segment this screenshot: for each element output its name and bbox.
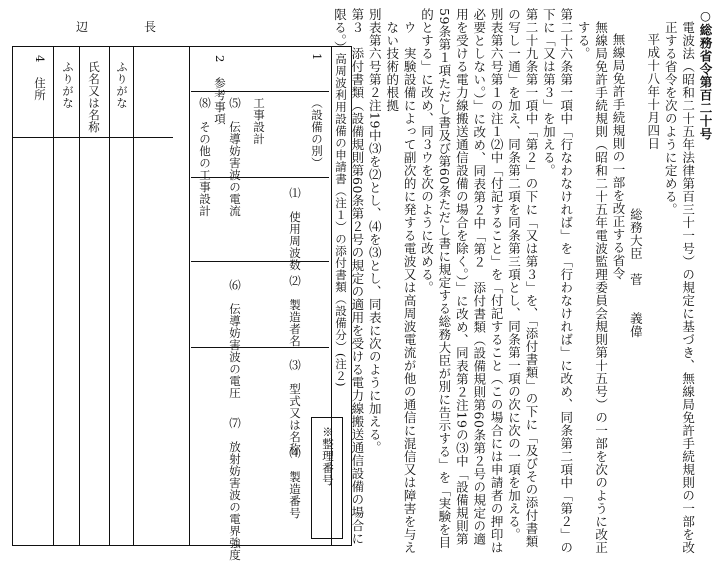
field-conducted-voltage: ⑹ 伝導妨害波の電圧 bbox=[228, 279, 242, 399]
field-other-design: ⑻ その他の工事設計 bbox=[198, 97, 212, 217]
preamble-paragraph: 電波法（昭和二十五年法律第百三十一号）の規定に基づき、無線局免許手続規則の一部を改正する省令を次のように定める。 bbox=[663, 20, 696, 554]
row4-number: 4 bbox=[33, 55, 47, 63]
equipment-type-label: （設備の別） bbox=[310, 97, 324, 169]
form-table bbox=[12, 46, 352, 561]
amendment-paragraph-3: 第二十九条第一項中「第２」の下に「又は第３」を、「添付書類」の下に「及びその添付書類の写し一通」を加え、同条第二項を同条第三項とし、同条第一項の次に次の一項を加える。 bbox=[506, 8, 539, 548]
field-conducted-current: ⑸ 伝導妨害波の電流 bbox=[228, 97, 242, 217]
furigana-label-1: ふりがな bbox=[115, 61, 129, 109]
field-model: ⑶ 型式又は名称 bbox=[288, 359, 302, 455]
address-label: 住所 bbox=[33, 77, 47, 101]
signer: 総務大臣 菅 義偉 bbox=[628, 208, 644, 338]
receipt-number-box bbox=[311, 417, 343, 539]
amendment-paragraph-5: 別表第六号第２注19中⑶を⑵とし、⑷を⑶とし、同表に次のように加える。 bbox=[367, 8, 383, 454]
field-frequency: ⑴ 使用周波数 bbox=[288, 187, 302, 271]
field-serial: ⑷ 製造番号 bbox=[288, 447, 302, 519]
reference-label: 参考事項 bbox=[213, 77, 227, 125]
row2-number: 2 bbox=[213, 55, 227, 63]
application-form bbox=[4, 8, 368, 561]
issue-date: 平成十八年十月四日 bbox=[645, 33, 661, 150]
attachment-heading: 第３ 添付書類（設備規則第60条第２号の規定の適用を受ける電力線搬送通信設備の場合に限る。） bbox=[332, 8, 365, 545]
ordinance-title: ○総務省令第百二十号 bbox=[698, 8, 713, 141]
amendment-paragraph-4: 別表第六号第１の注１⑵中「付記すること」を「付記すること（この場合には申請者の押印は必要としない。）」に改め、同表第２中「第２ 添付書類（設備規則第60条第２号の規定の適用を受ける電力線搬送通信設備の場合を除く。）」に改め、同表第２注19の⑶中「設備規則第59条第１項ただし書及び第60条ただし書に規定する総務大臣が別に告示する」を「実験を目的とする」に改め、同３ウを次のように改める。 bbox=[419, 8, 505, 554]
field-radiated-field: ⑺ 放射妨害波の電界強度 bbox=[228, 417, 242, 561]
form-title: 高周波利用設備の申請書（注１）の添付書類（設備分）(注２) bbox=[334, 53, 348, 387]
ordinance-name: 無線局免許手続規則の一部を改正する省令 bbox=[610, 33, 626, 280]
edge-label: 辺 bbox=[76, 20, 89, 34]
field-manufacturer: ⑵ 製造者名 bbox=[288, 275, 302, 347]
amendment-item-u: ウ 実験設備によって副次的に発する電波又は高周波電流が他の通信に混信又は障害を与えない技術的根拠 bbox=[384, 20, 418, 554]
amendment-paragraph-1: 無線局免許手続規則（昭和二十五年電波監理委員会規則第十五号）の一部を次のように改正する。 bbox=[576, 20, 609, 554]
long-label: 長 bbox=[144, 20, 157, 34]
furigana-label-2: ふりがな bbox=[61, 61, 75, 109]
amendment-paragraph-2: 第二十六条第一項中「行なわなければ」を「行わなければ」に改め、同条第二項中「第２」の下に「又は第３」を加える。 bbox=[541, 8, 574, 554]
name-label: 氏名又は名称 bbox=[87, 61, 101, 133]
row1-number: 1 bbox=[310, 53, 324, 61]
construction-label: 工事設計 bbox=[252, 97, 266, 145]
receipt-number-label: ※整理番号 bbox=[321, 426, 335, 486]
